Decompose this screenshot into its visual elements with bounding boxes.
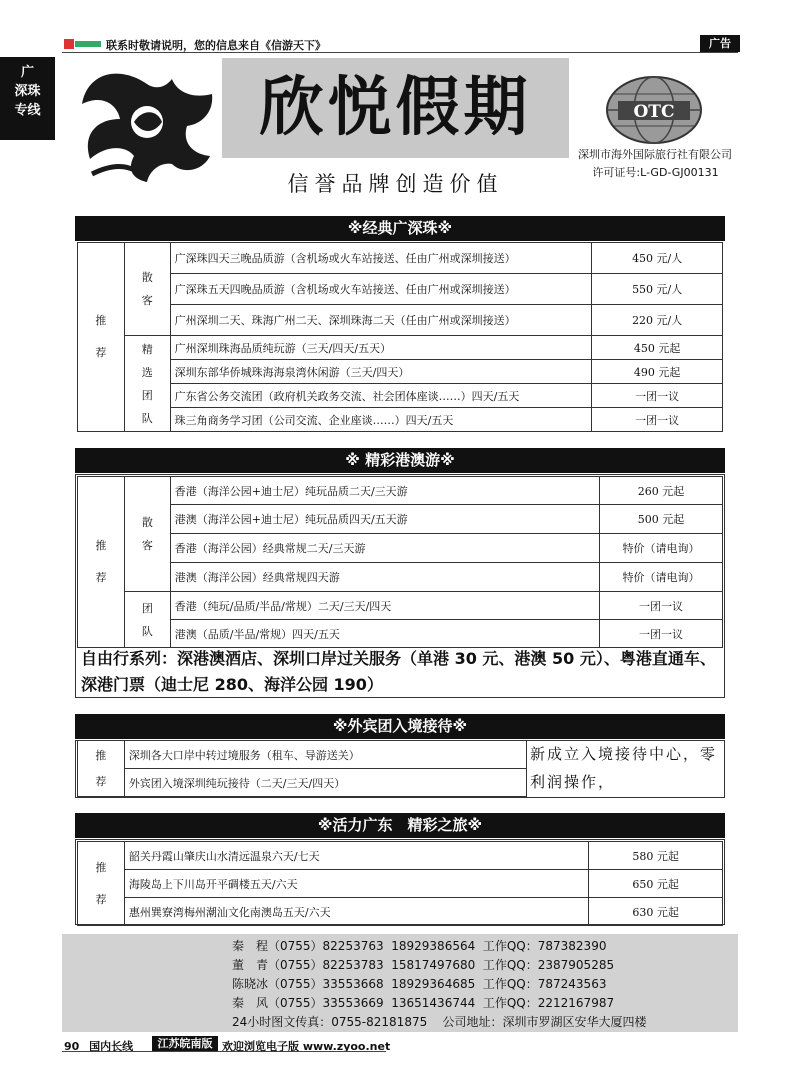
tour-price: 490 元起	[592, 360, 723, 384]
recommend-label	[78, 842, 125, 926]
tour-item: 香港（纯玩/品质/半品/常规）二天/三天/四天	[170, 592, 599, 620]
address-line: 24小时图文传真：0755-82181875 公司地址：深圳市罗湖区安华大厦四楼	[232, 1015, 647, 1029]
category-char: 团	[141, 601, 153, 615]
recommend-char: 推	[95, 860, 107, 874]
tour-price: 一团一议	[600, 592, 723, 620]
page-number-value: 90	[64, 1040, 80, 1053]
side-tab-line: 广	[20, 65, 34, 80]
guangdong-tour-table	[77, 841, 723, 926]
table-row	[78, 336, 723, 360]
inbound-tour-table	[77, 740, 527, 797]
tour-item: 广州深圳珠海品质纯玩游（三天/四天/五天）	[170, 336, 592, 360]
section-inbound-header	[75, 714, 725, 739]
category-char: 团	[141, 388, 153, 402]
tour-price: 450 元/人	[592, 243, 723, 274]
table-row	[78, 360, 723, 384]
category-char: 散	[141, 516, 153, 529]
recommend-char: 推	[95, 748, 107, 762]
tour-item: 广东省公务交流团（政府机关政务交流、社会团体座谈……）四天/五天	[170, 384, 592, 408]
tour-price: 260 元起	[600, 477, 723, 505]
tour-price: 500 元起	[600, 505, 723, 534]
edition-badge: 江苏皖南版	[152, 1036, 218, 1051]
category-char: 队	[141, 624, 153, 638]
table-row	[78, 769, 527, 797]
tour-price: 450 元起	[592, 336, 723, 360]
tour-item: 珠三角商务学习团（公司交流、企业座谈……）四天/五天	[170, 408, 592, 432]
recommend-char: 荐	[95, 571, 107, 584]
section-title: ※ 精彩港澳游※	[345, 451, 455, 469]
tour-price: 550 元/人	[592, 274, 723, 305]
tour-item: 港澳（品质/半品/常规）四天/五天	[170, 620, 599, 648]
table-row	[78, 741, 527, 769]
table-row	[78, 477, 723, 505]
side-category-tab	[0, 57, 55, 140]
tour-item: 港澳（海洋公园）经典常规四天游	[170, 563, 599, 592]
contact-line: 陈晓冰（0755）33553668 18929364685 工作QQ：787243563	[232, 977, 607, 991]
category-label	[124, 477, 170, 592]
contact-reminder: 联系时敬请说明，您的信息来自《信游天下》	[106, 39, 326, 52]
table-row	[78, 305, 723, 336]
category-char: 队	[141, 411, 153, 425]
tour-item: 香港（海洋公园）经典常规二天/三天游	[170, 534, 599, 563]
license-number: 许可证号:L-GD-GJ00131	[592, 166, 719, 179]
recommend-char: 荐	[95, 346, 107, 359]
tour-price: 特价（请电询）	[600, 534, 723, 563]
contact-panel	[62, 934, 738, 1032]
section-name: 国内长线	[89, 1040, 134, 1053]
tour-item: 香港（海洋公园+迪士尼）纯玩品质二天/三天游	[170, 477, 599, 505]
otc-globe-logo-icon	[604, 74, 704, 146]
tour-price: 一团一议	[592, 384, 723, 408]
footer-rule	[62, 1051, 386, 1052]
magazine-logo-icon	[64, 38, 102, 50]
category-char: 散	[141, 271, 153, 284]
category-char: 选	[141, 365, 153, 379]
contact-line: 秦 程（0755）82253763 18929386564 工作QQ：787382390	[232, 939, 607, 953]
table-row	[78, 898, 723, 926]
tour-price: 580 元起	[589, 842, 723, 870]
section-hkmacau-header	[75, 448, 725, 473]
hkmacau-tour-table	[77, 476, 723, 648]
table-row	[78, 563, 723, 592]
tour-item: 海陵岛上下川岛开平碉楼五天/六天	[124, 870, 588, 898]
recommend-label	[78, 243, 125, 432]
table-row	[78, 620, 723, 648]
free-travel-series: 自由行系列：深港澳酒店、深圳口岸过关服务（单港 30 元、港澳 50 元）、粤港直通车、深港门票（迪士尼 280、海洋公园 190）	[81, 649, 716, 694]
tour-item: 广深珠五天四晚品质游（含机场或火车站接送、任由广州或深圳接送）	[170, 274, 592, 305]
table-row	[78, 870, 723, 898]
side-tab-line: 深珠	[14, 84, 41, 99]
table-row	[78, 274, 723, 305]
category-label	[124, 243, 170, 336]
tour-price: 650 元起	[589, 870, 723, 898]
tour-price: 一团一议	[600, 620, 723, 648]
tour-item: 韶关丹霞山肇庆山水清远温泉六天/七天	[124, 842, 588, 870]
table-row	[78, 842, 723, 870]
tour-item: 深圳东部华侨城珠海海泉湾休闲游（三天/四天）	[170, 360, 592, 384]
contact-line: 秦 风（0755）33553669 13651436744 工作QQ：2212167987	[232, 996, 615, 1010]
category-label	[124, 336, 170, 432]
section-classic-header	[75, 216, 725, 241]
recommend-label	[78, 741, 125, 797]
recommend-char: 推	[95, 539, 107, 552]
side-tab-line: 专线	[14, 103, 41, 118]
table-row	[78, 408, 723, 432]
category-char: 客	[141, 539, 153, 552]
otc-logo-text: OTC	[633, 102, 675, 122]
tour-item: 惠州巽寮湾梅州潮汕文化南澳岛五天/六天	[124, 898, 588, 926]
flower-logo-icon	[72, 64, 222, 184]
classic-tour-table	[77, 242, 723, 432]
tour-price: 220 元/人	[592, 305, 723, 336]
table-row	[78, 384, 723, 408]
tour-item: 广州深圳二天、珠海广州二天、深圳珠海二天（任由广州或深圳接送）	[170, 305, 592, 336]
category-label	[124, 592, 170, 648]
website-link[interactable]: 欢迎浏览电子版 www.zyoo.net	[222, 1040, 391, 1053]
tour-item: 外宾团入境深圳纯玩接待（二天/三天/四天）	[124, 769, 526, 797]
company-name: 深圳市海外国际旅行社有限公司	[578, 148, 732, 161]
inbound-note: 新成立入境接待中心，零利润操作，	[530, 745, 718, 791]
contact-line: 董 青（0755）82253783 15817497680 工作QQ：2387905285	[232, 958, 615, 972]
category-char: 客	[141, 294, 153, 307]
tour-item: 广深珠四天三晚品质游（含机场或火车站接送、任由广州或深圳接送）	[170, 243, 592, 274]
category-char: 精	[141, 342, 153, 356]
section-title: ※外宾团入境接待※	[332, 717, 468, 735]
brand-title: 欣悦假期	[259, 70, 532, 145]
section-title: ※经典广深珠※	[347, 219, 453, 237]
tour-item: 深圳各大口岸中转过境服务（租车、导游送关）	[124, 741, 526, 769]
section-guangdong-header	[75, 813, 725, 838]
tour-price: 特价（请电询）	[600, 563, 723, 592]
section-title: ※活力广东 精彩之旅※	[317, 816, 483, 834]
tour-price: 一团一议	[592, 408, 723, 432]
tour-price: 630 元起	[589, 898, 723, 926]
recommend-char: 推	[95, 314, 107, 327]
table-row	[78, 592, 723, 620]
brand-slogan: 信誉品牌创造价值	[287, 172, 504, 196]
ad-tag: 广告	[700, 35, 740, 52]
recommend-char: 荐	[95, 774, 107, 788]
tour-item: 港澳（海洋公园+迪士尼）纯玩品质四天/五天游	[170, 505, 599, 534]
table-row	[78, 505, 723, 534]
table-row	[78, 534, 723, 563]
recommend-label	[78, 477, 125, 648]
table-row	[78, 243, 723, 274]
recommend-char: 荐	[95, 892, 107, 906]
